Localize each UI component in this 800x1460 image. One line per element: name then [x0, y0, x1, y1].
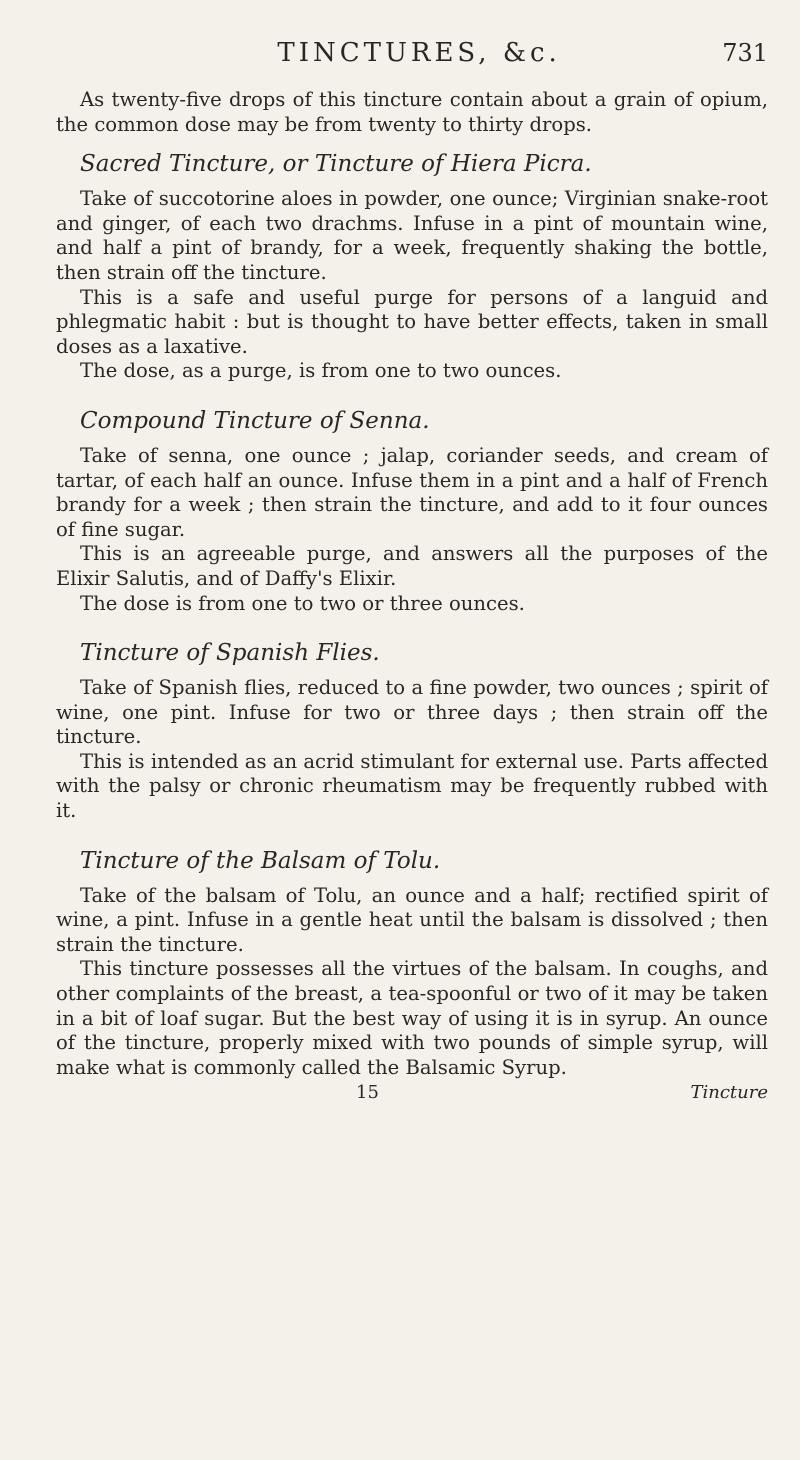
paragraph: This tincture possesses all the virtues of the balsam. In coughs, and other complaints of the breast, a tea-spoonful or two of it may be taken in a bit of loaf sugar. But the best way of using it is in syrup. An ounce of the tincture, properly mixed with two pounds of simple syrup, will make what is commonly called the Balsamic Syrup.	[56, 957, 768, 1079]
running-head	[56, 38, 768, 68]
signature-mark: 15	[356, 1082, 379, 1104]
page-number: 731	[722, 39, 768, 67]
section-title-balsam-of-tolu: Tincture of the Balsam of Tolu.	[80, 847, 441, 874]
section-title-spanish-flies: Tincture of Spanish Flies.	[80, 640, 380, 667]
running-title: TINCTURES, &c.	[277, 38, 561, 68]
paragraph: This is an agreeable purge, and answers all the purposes of the Elixir Salutis, and of Daffy's Elixir.	[56, 542, 768, 590]
paragraph: Take of Spanish flies, reduced to a fine powder, two ounces ; spirit of wine, one pint. Infuse for two or three days ; then strain off the tincture.	[56, 676, 768, 749]
paragraph: The dose is from one to two or three ounces.	[80, 591, 525, 615]
catchword: Tincture	[690, 1082, 768, 1104]
section-title-sacred-tincture: Sacred Tincture, or Tincture of Hiera Picra.	[80, 151, 592, 178]
paragraph: The dose, as a purge, is from one to two ounces.	[80, 359, 562, 383]
intro-paragraph: As twenty-five drops of this tincture contain about a grain of opium, the common dose may be from twenty to thirty drops.	[56, 88, 768, 136]
paragraph: This is intended as an acrid stimulant for external use. Parts affected with the palsy or chronic rheumatism may be frequently rubbed with it.	[56, 749, 768, 823]
section-title-compound-senna: Compound Tincture of Senna.	[80, 407, 430, 434]
paragraph: Take of the balsam of Tolu, an ounce and a half; rectified spirit of wine, a pint. Infuse in a gentle heat until the balsam is dissolved ; then strain the tincture.	[56, 883, 768, 956]
paragraph: This is a safe and useful purge for persons of a languid and phlegmatic habit : but is thought to have better effects, taken in small doses as a laxative.	[56, 285, 768, 358]
paragraph: Take of senna, one ounce ; jalap, coriander seeds, and cream of tartar, of each half an ounce. Infuse them in a pint and a half of French brandy for a week ; then strain the tincture, and add to it four ounces of fine sugar.	[56, 443, 768, 541]
paragraph: Take of succotorine aloes in powder, one ounce; Virginian snake-root and ginger, of each two drachms. Infuse in a pint of mountain wine, and half a pint of brandy, for a week, frequently shaking the bottle, then strain off the tincture.	[56, 187, 768, 284]
catchline	[56, 1082, 768, 1103]
